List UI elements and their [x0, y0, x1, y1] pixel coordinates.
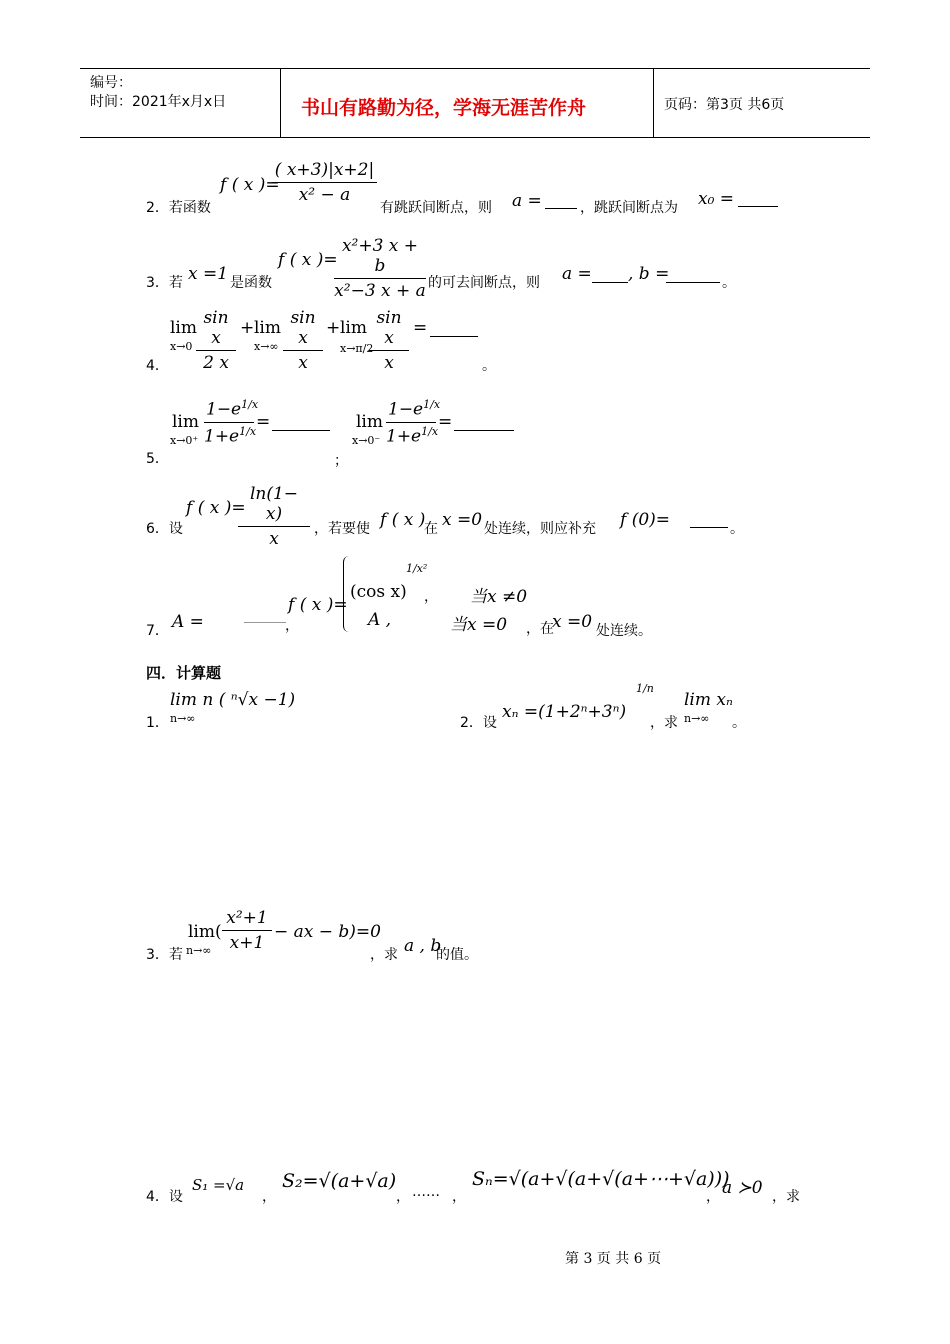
q6-x0: x =0: [442, 510, 483, 530]
q6-f0: f (0)=: [620, 510, 671, 530]
s4-p4-sep4: ，: [706, 1189, 720, 1205]
q4-frac-1-num: sin x: [196, 308, 236, 351]
page-footer: 第 3 页 共 6 页: [565, 1251, 662, 1267]
q5-exp-3: 1/x: [423, 398, 441, 411]
q2-denominator: x² − a: [298, 185, 351, 205]
q4-frac-3-den: x: [384, 353, 394, 373]
s4-p3-sub: n→∞: [186, 944, 212, 957]
q3-b-eq: , b =: [628, 264, 670, 284]
q7-case2-cond: 当x =0: [450, 615, 508, 635]
q4-lim-3: lim: [340, 318, 367, 338]
q3-numerator: x²+3 x + b: [334, 236, 426, 279]
q5-lim-1: lim: [172, 412, 199, 432]
q2-numerator: ( x+3)|x+2|: [272, 160, 377, 183]
q3-blank-b: [666, 282, 720, 283]
s4-p4-number: 4．设: [146, 1189, 183, 1205]
q4-end: 。: [482, 358, 496, 374]
s4-p4-s1: S₁ =√a: [192, 1176, 245, 1194]
q4-eq: =: [413, 318, 428, 338]
q4-sub-3: x→π/2: [340, 342, 374, 355]
q7-number: 7．: [146, 623, 169, 639]
q7-A-eq: A =: [172, 612, 204, 632]
q7-text1: ，在: [526, 621, 554, 637]
q4-frac-2: [283, 308, 323, 373]
s4-p1-expr: lim n ( ⁿ√x −1): [170, 690, 296, 710]
s4-p2-exp: 1/n: [636, 682, 654, 695]
q5-frac-1-num: $1-e^{1/x}$: [204, 398, 254, 423]
s4-p3-rest: − ax − b)=0: [274, 922, 381, 942]
q6-text1: ，若要使: [314, 521, 370, 537]
q4-frac-3: [369, 308, 409, 373]
q2-text2: ，跳跃间断点为: [580, 200, 678, 216]
q3-a-eq: a =: [562, 264, 592, 284]
q2-a-eq: a =: [512, 191, 542, 211]
q5-frac-2: [386, 398, 441, 447]
s4-p3-fraction: [222, 908, 272, 953]
q3-end: 。: [722, 275, 736, 291]
q2-number: 2．若函数: [146, 200, 211, 216]
q5-frac-2-num: $1-e^{1/x}$: [386, 398, 436, 423]
q5-frac-1-den: $1+e^{1/x}$: [204, 424, 257, 447]
motto: 书山有路勤为径，学海无涯苦作舟: [301, 97, 587, 119]
header-right-cell: [654, 69, 870, 137]
q5-sep: ；: [334, 453, 348, 469]
q3-x-eq: x =1: [188, 264, 229, 284]
s4-p1-sub: n→∞: [170, 712, 196, 725]
q3-fx: f ( x )=: [278, 250, 338, 270]
q4-frac-3-num: sin x: [369, 308, 409, 351]
q5-number: 5．: [146, 451, 169, 467]
q4-frac-1-den: 2 x: [203, 353, 229, 373]
q4-frac-1: [196, 308, 236, 373]
q4-blank: [430, 336, 478, 337]
s4-p4-dots: ……: [412, 1184, 440, 1200]
q3-number: 3．若: [146, 275, 183, 291]
q2-fx: f ( x )=: [220, 175, 280, 195]
q5-eq-2: =: [438, 412, 453, 432]
s4-p4-cond: a ≻0: [722, 1178, 763, 1198]
q3-blank-a: [592, 282, 628, 283]
page-header: [80, 68, 870, 138]
q5-frac-1: [204, 398, 259, 447]
s4-p3-number: 3．若: [146, 947, 183, 963]
q6-numerator: ln(1− x): [238, 484, 310, 527]
q6-denominator: x: [269, 529, 279, 549]
q6-text2: 在: [424, 521, 438, 537]
q7-text2: 处连续。: [596, 623, 652, 639]
q7-case1-comma: ，: [424, 589, 438, 605]
q4-number: 4．: [146, 358, 169, 374]
s4-p4-sep2: ，: [396, 1189, 410, 1205]
s4-p2-sub: n→∞: [684, 712, 710, 725]
s4-p1-number: 1．: [146, 715, 169, 731]
q4-plus-1: +: [240, 318, 255, 338]
q6-number: 6．设: [146, 521, 183, 537]
q7-blank: [244, 622, 286, 623]
header-center-cell: [281, 69, 654, 137]
q4-sub-2: x→∞: [254, 340, 279, 353]
q7-case1-cond: 当x ≠0: [470, 587, 528, 607]
s4-p3-ab: a , b: [404, 936, 442, 956]
section-4-title: 四．计算题: [146, 664, 222, 682]
s4-p4-sn: Sₙ=√(a+√(a+√(a+⋯+√a))): [472, 1168, 730, 1190]
q6-fraction: [238, 484, 310, 549]
header-left-cell: [80, 69, 281, 137]
q6-text3: 处连续，则应补充: [484, 521, 596, 537]
q3-fraction: [334, 236, 426, 301]
time-label: 时间：2021年x月x日: [90, 94, 227, 110]
q2-fraction: [272, 160, 377, 205]
q3-denominator: x²−3 x + a: [334, 281, 426, 301]
q4-plus-2: +: [326, 318, 341, 338]
number-label: 编号：: [90, 75, 132, 91]
q5-exp-2: 1/x: [239, 424, 257, 438]
page-info: 页码：第3页 共6页: [664, 97, 785, 113]
q2-text1: 有跳跃间断点，则: [380, 200, 492, 216]
q2-x0-eq: x₀ =: [698, 189, 735, 209]
s4-p3-frac-den: x+1: [229, 933, 265, 953]
s4-p2-expr: xₙ =(1+2ⁿ+3ⁿ): [502, 702, 627, 722]
s4-p3-lim: lim(: [188, 922, 222, 942]
s4-p4-sep3: ，: [452, 1189, 466, 1205]
q5-blank-1: [272, 430, 330, 431]
q5-sub-2: x→0⁻: [352, 434, 381, 447]
s4-p4-sep1: ，: [262, 1189, 276, 1205]
q2-blank-a: [545, 208, 577, 209]
q6-fx: f ( x )=: [186, 498, 246, 518]
q6-fx2: f ( x ): [380, 510, 426, 530]
s4-p2-lim: lim xₙ: [684, 690, 733, 710]
q3-text1: 是函数: [230, 275, 272, 291]
q5-exp-1: 1/x: [241, 398, 259, 411]
q4-lim-1: lim: [170, 318, 197, 338]
q7-case1: (cos x): [350, 582, 407, 602]
s4-p4-end: ，求: [772, 1189, 800, 1205]
q7-comma: ，: [285, 618, 299, 634]
q7-x0: x =0: [552, 612, 593, 632]
q4-sub-1: x→0: [170, 340, 193, 353]
q3-text2: 的可去间断点，则: [428, 275, 540, 291]
q7-fx: f ( x )=: [288, 595, 348, 615]
q5-eq-1: =: [256, 412, 271, 432]
q4-frac-2-den: x: [298, 353, 308, 373]
s4-p2-number: 2．设: [460, 715, 497, 731]
q4-lim-2: lim: [254, 318, 281, 338]
q5-exp-4: 1/x: [421, 424, 439, 438]
q6-end: 。: [730, 521, 744, 537]
s4-p3-text: ，求: [370, 947, 398, 963]
q5-frac-2-den: $1+e^{1/x}$: [386, 424, 439, 447]
s4-p2-text: ，求: [650, 715, 678, 731]
s4-p3-end: 的值。: [436, 947, 478, 963]
q7-case2: A ,: [368, 610, 392, 630]
q5-sub-1: x→0⁺: [170, 434, 199, 447]
q7-case1-exp: 1/x²: [406, 562, 428, 575]
q7-brace: [343, 556, 350, 632]
s4-p2-end: 。: [732, 715, 746, 731]
q4-frac-2-num: sin x: [283, 308, 323, 351]
s4-p3-frac-num: x²+1: [222, 908, 272, 931]
q2-blank-x0: [738, 206, 778, 207]
q6-blank: [690, 527, 728, 528]
q5-blank-2: [454, 430, 514, 431]
s4-p4-s2: S₂=√(a+√a): [282, 1170, 397, 1192]
q5-lim-2: lim: [356, 412, 383, 432]
